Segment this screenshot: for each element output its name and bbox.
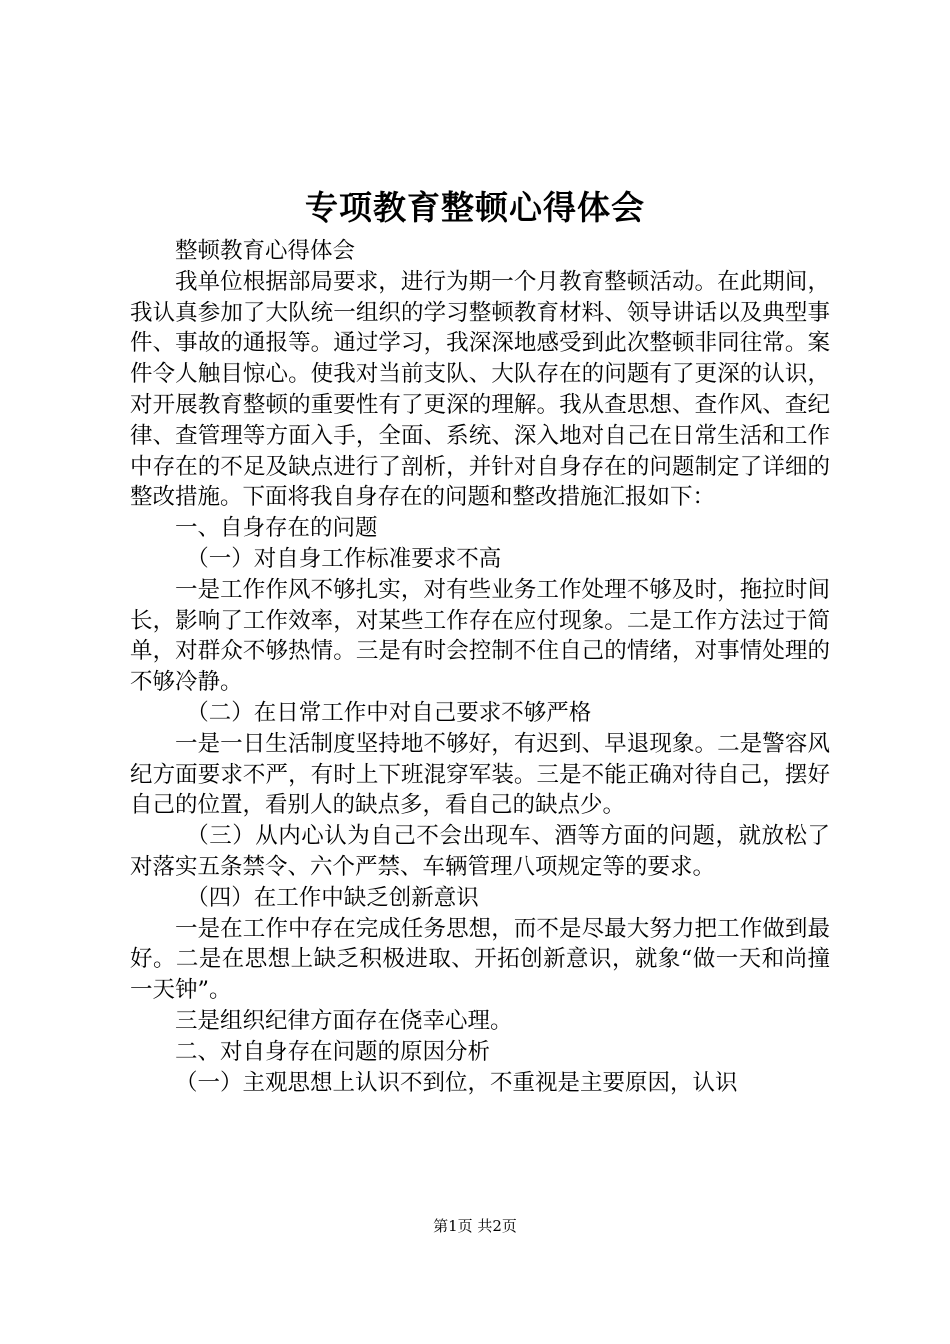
paragraph: （三）从内心认为自己不会出现车、酒等方面的问题，就放松了对落实五条禁令、六个严禁、车辆管理八项规定等的要求。 [130, 823, 830, 880]
subsection-heading: （四）在工作中缺乏创新意识 [186, 884, 479, 911]
document-body [130, 236, 830, 1098]
paragraph: 我单位根据部局要求，进行为期一个月教育整顿活动。在此期间，我认真参加了大队统一组织的学习整顿教育材料、领导讲话以及典型事件、事故的通报等。通过学习，我深深地感受到此次整顿非同往常。案件令人触目惊心。使我对当前支队、大队存在的问题有了更深的认识，对开展教育整顿的重要性有了更深的理解。我从查思想、查作风、查纪律、查管理等方面入手，全面、系统、深入地对自己在日常生活和工作中存在的不足及缺点进行了剖析，并针对自身存在的问题制定了详细的整改措施。下面将我自身存在的问题和整改措施汇报如下： [130, 268, 830, 511]
paragraph: 一是工作作风不够扎实，对有些业务工作处理不够及时，拖拉时间长，影响了工作效率，对某些工作存在应付现象。二是工作方法过于简单，对群众不够热情。三是有时会控制不住自己的情绪，对事情处理的不够冷静。 [130, 576, 830, 696]
paragraph: 三是组织纪律方面存在侥幸心理。 [175, 1007, 513, 1034]
paragraph: 一是在工作中存在完成任务思想，而不是尽最大努力把工作做到最好。二是在思想上缺乏积极进取、开拓创新意识，就象“做一天和尚撞一天钟”。 [130, 915, 830, 1004]
subsection-heading: （一）对自身工作标准要求不高 [186, 545, 502, 572]
paragraph: 整顿教育心得体会 [175, 238, 356, 264]
paragraph: 一是一日生活制度坚持地不够好，有迟到、早退现象。二是警容风纪方面要求不严，有时上下班混穿军装。三是不能正确对待自己，摆好自己的位置，看别人的缺点多，看自己的缺点少。 [130, 730, 830, 819]
page-title: 专项教育整顿心得体会 [305, 188, 645, 227]
section-heading: 二、对自身存在问题的原因分析 [175, 1038, 491, 1065]
paragraph: （一）主观思想上认识不到位，不重视是主要原因，认识 [175, 1069, 738, 1096]
section-heading: 一、自身存在的问题 [175, 515, 378, 542]
page-footer: 第1页 共2页 [433, 1217, 517, 1235]
subsection-heading: （二）在日常工作中对自己要求不够严格 [186, 699, 592, 726]
